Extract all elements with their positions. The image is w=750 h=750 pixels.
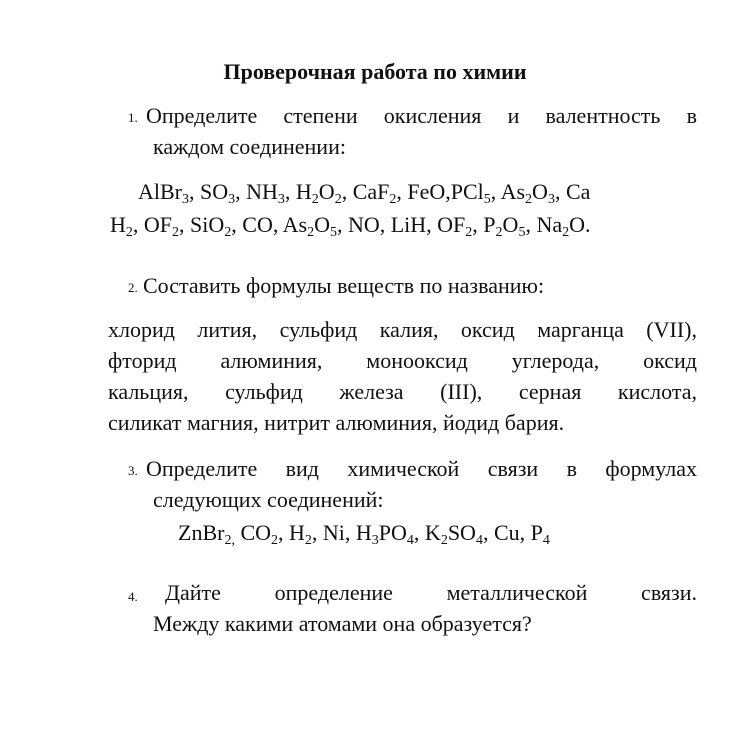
question-text-line: Между какими атомами она образуется? — [153, 611, 532, 636]
paragraph-line: кальция, сульфид железа (III), серная кислота, — [108, 379, 697, 404]
question-text-line: каждом соединении: — [153, 134, 346, 159]
paragraph-line: силикат магния, нитрит алюминия, йодид бария. — [108, 410, 565, 435]
subscript: 4 — [542, 533, 550, 548]
question-number: 2. — [128, 280, 138, 295]
formula-list-line: ZnBr$_{2,}$ $CO_2$, $H_2$, Ni, $H_3PO_4$, $K_2SO_4$, Cu, $P_4$ — [178, 520, 550, 548]
subscript: 5 — [518, 225, 526, 240]
subscript: 3 — [547, 192, 555, 207]
question-text-line: следующих соединений: — [153, 487, 384, 512]
subscript: 2 — [311, 192, 319, 207]
subscript: 2 — [271, 533, 279, 548]
question-number: 3. — [128, 463, 138, 478]
subscript: 3 — [228, 192, 236, 207]
subscript: 3 — [277, 192, 285, 207]
subscript: 5 — [483, 192, 491, 207]
subscript: 2 — [465, 225, 473, 240]
formula-list-line: AlBr$_3$, $SO_3$, $NH_3$, $H_2O_2$, CaF$_2$, FeO,PCl$_5$, $As_2O_3$, Ca — [138, 179, 591, 207]
subscript: 2 — [495, 225, 503, 240]
question-text-line: Дайте определение металлической связи. — [165, 580, 697, 605]
subscript: 2 — [224, 225, 232, 240]
subscript: 2, — [224, 533, 235, 548]
question-text-line: Определите вид химической связи в формулах — [146, 456, 697, 481]
question-text-line: Составить формулы веществ по названию: — [143, 273, 545, 298]
subscript: 5 — [329, 225, 337, 240]
subscript: 3 — [371, 533, 379, 548]
subscript: 2 — [172, 225, 180, 240]
question-text-line: Определите степени окисления и валентность в — [146, 103, 697, 128]
subscript: 3 — [182, 192, 189, 207]
substance-names-paragraph — [108, 314, 697, 438]
subscript: 4 — [406, 533, 414, 548]
subscript: 2 — [389, 192, 397, 207]
subscript: 2 — [334, 192, 342, 207]
paragraph-line: хлорид лития, сульфид калия, оксид марганца (VII), — [108, 317, 697, 342]
question-number: 1. — [128, 110, 138, 125]
subscript: 2 — [304, 533, 312, 548]
formula-list-line: $H_2$, $OF_2$, SiO$_2$, CO, $As_2O_5$, NO, LiH, $OF_2$, $P_2O_5$, $Na_2O$. — [110, 212, 591, 240]
question-number: 4. — [128, 589, 138, 604]
subscript: 2 — [525, 192, 533, 207]
page-title: Проверочная работа по химии — [223, 59, 527, 84]
paragraph-line: фторид алюминия, монооксид углерода, оксид — [108, 348, 697, 373]
subscript: 2 — [440, 533, 448, 548]
subscript: 4 — [475, 533, 483, 548]
subscript: 2 — [125, 225, 133, 240]
subscript: 2 — [307, 225, 315, 240]
subscript: 2 — [562, 225, 570, 240]
